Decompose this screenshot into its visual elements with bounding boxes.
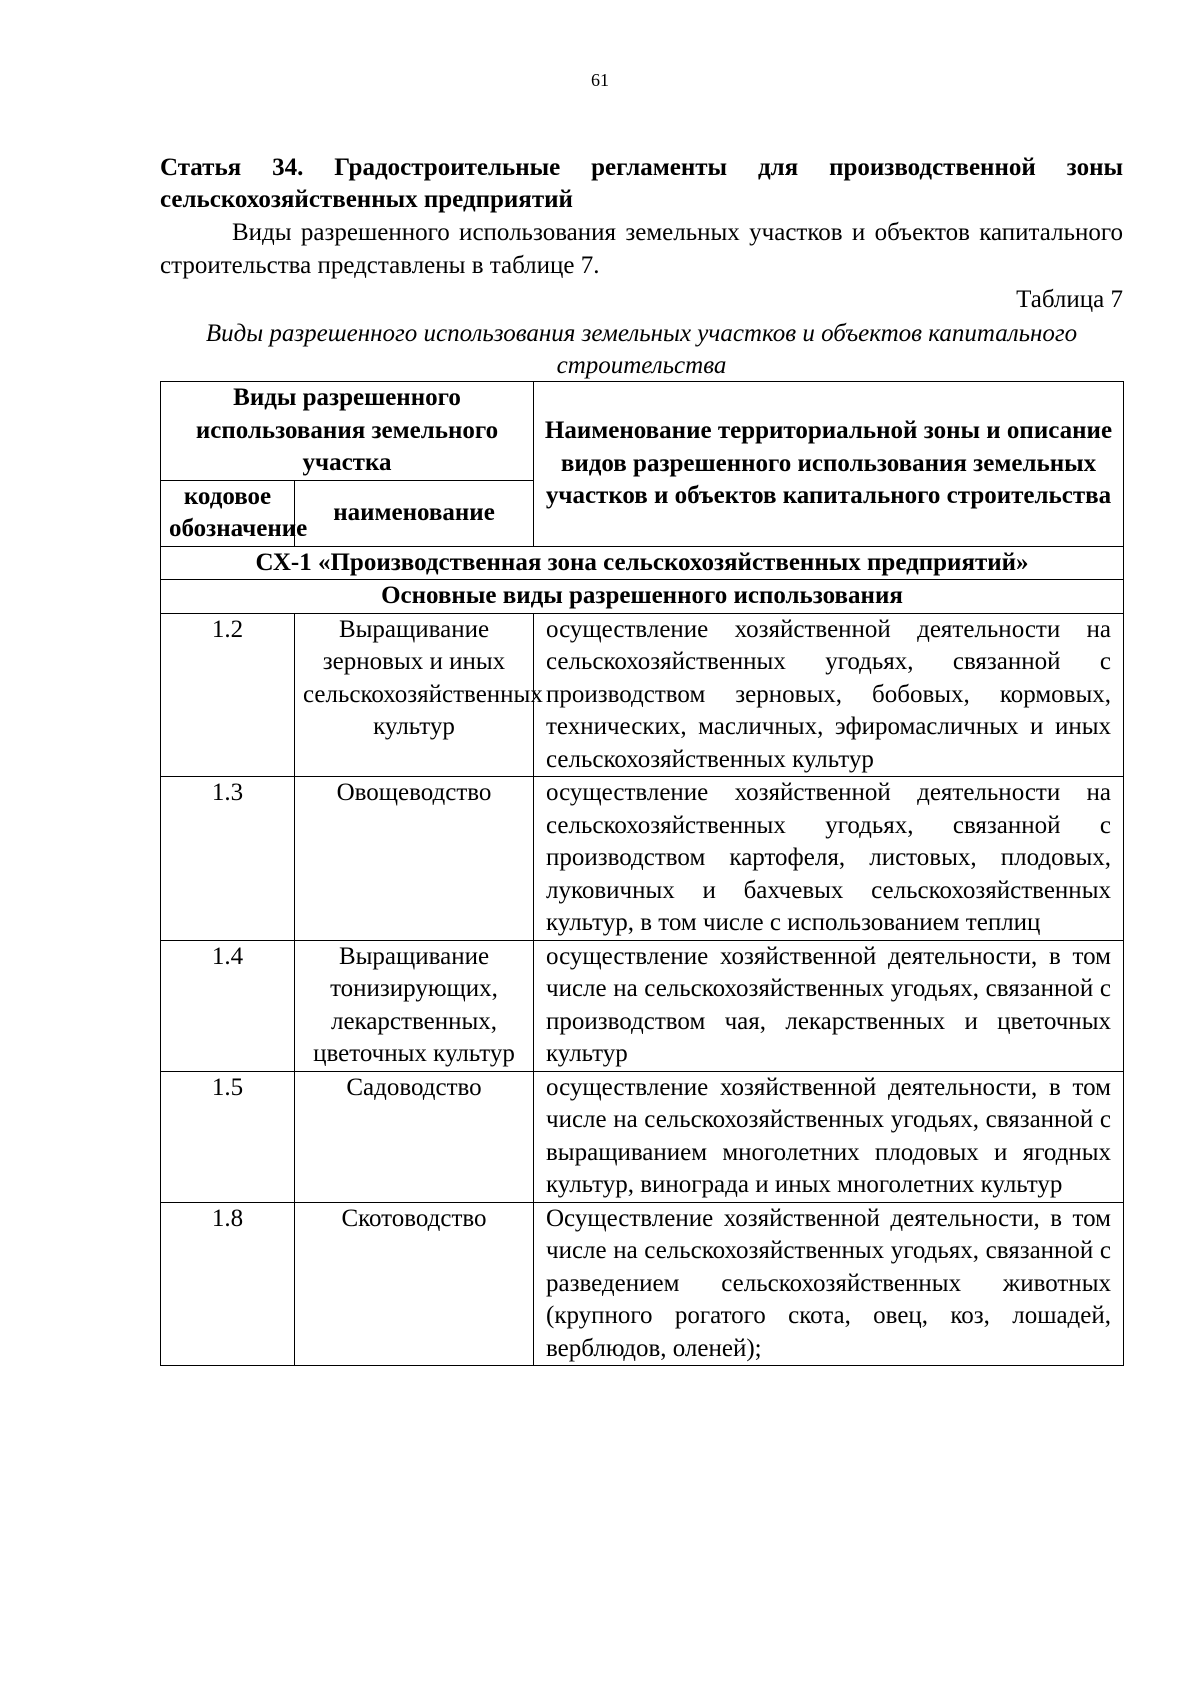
row-code: 1.8 <box>161 1202 295 1366</box>
row-description: осуществление хозяйственной деятельности, в том числе на сельскохозяйственных угодьях, связанной с выращиванием многолетних плодовых и ягодных культур, винограда и иных многолетних культур <box>534 1071 1124 1202</box>
row-name: Овощеводство <box>295 777 534 941</box>
table-row <box>161 1202 1124 1366</box>
table-caption: Виды разрешенного использования земельных участков и объектов капитального строительства <box>205 320 1078 379</box>
header-name-cell: наименование <box>295 480 534 546</box>
article-title: Статья 34. Градостроительные регламенты для производственной зоны сельскохозяйственных предприятий <box>160 154 1123 213</box>
row-name: Садоводство <box>295 1071 534 1202</box>
table-row <box>161 940 1124 1071</box>
row-code: 1.2 <box>161 613 295 777</box>
table-row <box>161 613 1124 777</box>
land-use-table <box>160 381 1124 1366</box>
table-row <box>161 1071 1124 1202</box>
zone-title-row <box>161 546 1124 580</box>
row-name: Выращивание зерновых и иных сельскохозяйственных культур <box>295 613 534 777</box>
zone-title: СХ-1 «Производственная зона сельскохозяйственных предприятий» <box>161 546 1124 580</box>
section-title: Основные виды разрешенного использования <box>161 580 1124 614</box>
row-description: осуществление хозяйственной деятельности на сельскохозяйственных угодьях, связанной с производством зерновых, бобовых, кормовых, технических, масличных, эфиромасличных и иных сельскохозяйственных культур <box>534 613 1124 777</box>
row-code: 1.3 <box>161 777 295 941</box>
row-code: 1.5 <box>161 1071 295 1202</box>
row-description: осуществление хозяйственной деятельности, в том числе на сельскохозяйственных угодьях, связанной с производством чая, лекарственных и цветочных культур <box>534 940 1124 1071</box>
section-title-row <box>161 580 1124 614</box>
row-name: Скотоводство <box>295 1202 534 1366</box>
table-row <box>161 777 1124 941</box>
row-description: Осуществление хозяйственной деятельности, в том числе на сельскохозяйственных угодьях, связанной с разведением сельскохозяйственных животных (крупного рогатого скота, овец, коз, лошадей, верблюдов, оленей); <box>534 1202 1124 1366</box>
table-header-row <box>161 382 1124 481</box>
row-description: осуществление хозяйственной деятельности на сельскохозяйственных угодьях, связанной с производством картофеля, листовых, плодовых, луковичных и бахчевых сельскохозяйственных культур, в том числе с использованием теплиц <box>534 777 1124 941</box>
header-group-cell: Виды разрешенного использования земельного участка <box>161 382 534 481</box>
table-number: Таблица 7 <box>1016 286 1123 313</box>
row-code: 1.4 <box>161 940 295 1071</box>
row-name: Выращивание тонизирующих, лекарственных, цветочных культур <box>295 940 534 1071</box>
page-number: 61 <box>591 70 609 90</box>
header-code-cell: кодовое обозначение <box>161 480 295 546</box>
header-description-cell: Наименование территориальной зоны и описание видов разрешенного использования земельных участков и объектов капитального строительства <box>534 382 1124 547</box>
intro-paragraph: Виды разрешенного использования земельных участков и объектов капитального строительства представлены в таблице 7. <box>160 219 1123 279</box>
